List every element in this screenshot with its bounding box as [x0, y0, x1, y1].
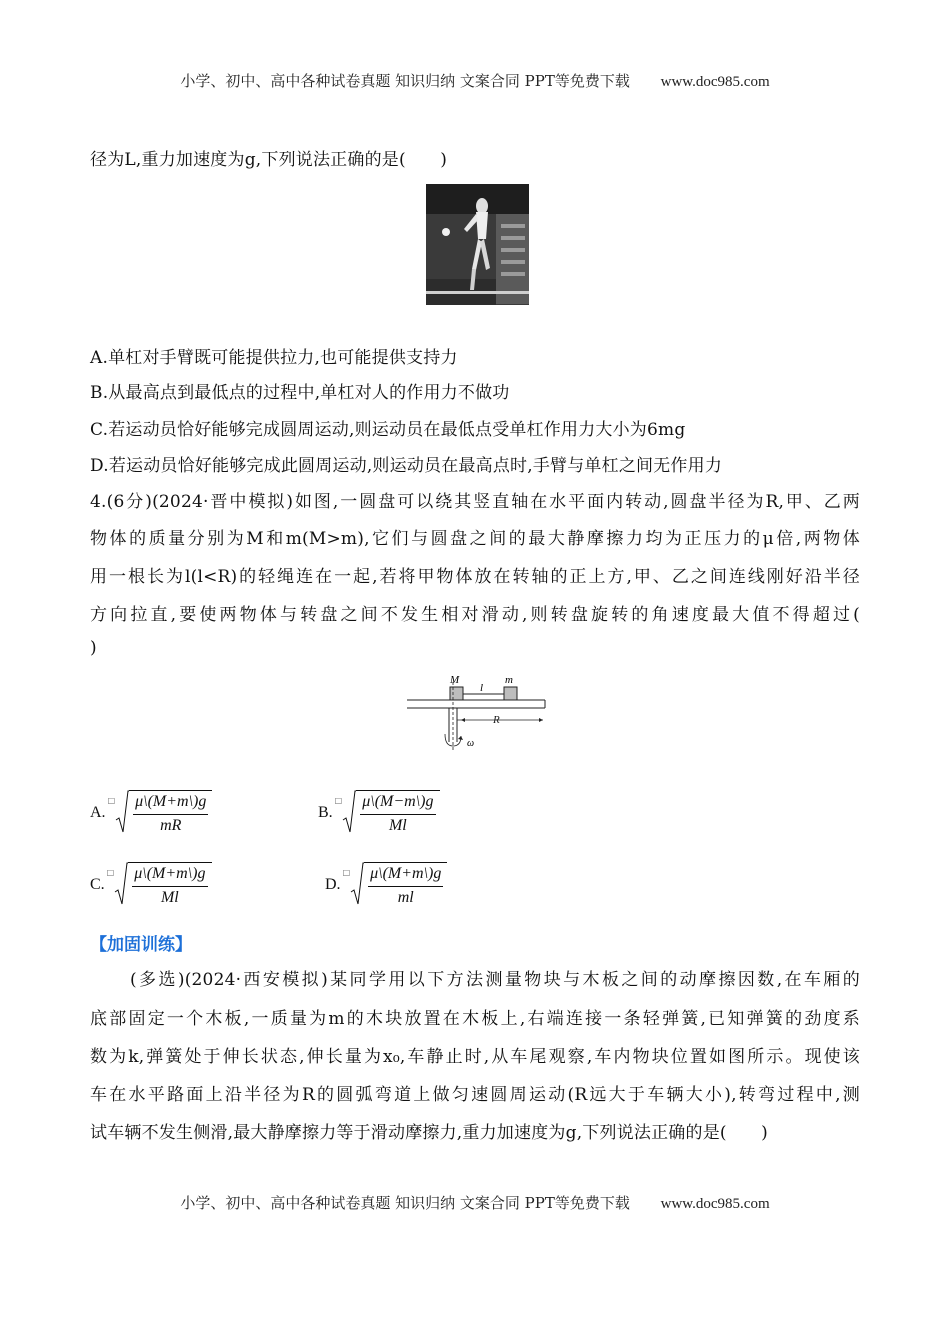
q4-option-a-denominator: mR: [160, 817, 182, 834]
sqrt: [115, 790, 212, 835]
label-l: l: [480, 682, 484, 694]
q4-option-d-label: D.: [325, 875, 341, 893]
q3-option-d: D.若运动员恰好能够完成此圆周运动,则运动员在最高点时,手臂与单杠之间无作用力: [90, 456, 723, 476]
q4-option-c-label: C.: [90, 875, 105, 893]
q4-line-2: 物体的质量分别为M和m(M>m),它们与圆盘之间的最大静摩擦力均为正压力的μ倍,两物体: [90, 529, 860, 549]
radical-sign-icon: [350, 862, 364, 906]
q4-option-c-denominator: Ml: [160, 889, 179, 906]
q3-option-b: B.从最高点到最低点的过程中,单杠对人的作用力不做功: [90, 383, 510, 403]
q4-option-b-label: B.: [318, 803, 333, 821]
page-header: [0, 70, 950, 91]
placeholder-box: □: [107, 796, 116, 805]
reinforce-title: 【加固训练】: [90, 935, 192, 955]
q3-option-c: C.若运动员恰好能够完成圆周运动,则运动员在最低点受单杠作用力大小为6mg: [90, 420, 686, 440]
sqrt: [342, 790, 439, 835]
q4-option-a-numerator: μ\(M+m\)g: [133, 793, 208, 815]
reinforce-line-2: 底部固定一个木板,一质量为m的木块放置在木板上,右端连接一条轻弹簧,已知弹簧的劲度系: [90, 1009, 860, 1029]
q3-option-a: A.单杠对手臂既可能提供拉力,也可能提供支持力: [90, 348, 458, 368]
label-R: R: [493, 714, 500, 726]
q4-option-d-numerator: μ\(M+m\)g: [368, 865, 443, 887]
header-site[interactable]: www.doc985.com: [660, 74, 770, 90]
gymnast-photo: [426, 184, 529, 305]
header-text: 小学、初中、高中各种试卷真题 知识归纳 文案合同 PPT等免费下载: [180, 72, 630, 90]
reinforce-line-5: 试车辆不发生侧滑,最大静摩擦力等于滑动摩擦力,重力加速度为g,下列说法正确的是( ): [90, 1123, 768, 1143]
q3-stem: 径为L,重力加速度为g,下列说法正确的是( ): [90, 150, 448, 170]
q4-option-b-denominator: Ml: [388, 817, 407, 834]
label-M: M: [450, 674, 460, 686]
placeholder-box: □: [334, 796, 343, 805]
q4-line-5: ): [90, 638, 97, 658]
q4-option-b: [318, 790, 440, 835]
q4-option-b-numerator: μ\(M−m\)g: [360, 793, 435, 815]
q4-option-a: [90, 790, 212, 835]
q4-option-a-label: A.: [90, 803, 106, 821]
block-m: [504, 687, 517, 700]
block-M: [450, 687, 463, 700]
reinforce-line-1: (多选)(2024·西安模拟)某同学用以下方法测量物块与木板之间的动摩擦因数,在车厢的: [130, 970, 860, 990]
turntable-diagram: [405, 670, 550, 752]
placeholder-box: □: [106, 868, 115, 877]
reinforce-line-4: 车在水平路面上沿半径为R的圆弧弯道上做匀速圆周运动(R远大于车辆大小),转弯过程中,测: [90, 1085, 860, 1105]
radical-sign-icon: [115, 790, 129, 834]
footer-site[interactable]: www.doc985.com: [660, 1196, 770, 1212]
q4-line-3: 用一根长为l(l<R)的轻绳连在一起,若将甲物体放在转轴的正上方,甲、乙之间连线刚好沿半径: [90, 567, 860, 587]
radical-sign-icon: [114, 862, 128, 906]
radical-sign-icon: [342, 790, 356, 834]
q4-option-d: [325, 862, 447, 907]
placeholder-box: □: [342, 868, 351, 877]
footer-text: 小学、初中、高中各种试卷真题 知识归纳 文案合同 PPT等免费下载: [180, 1194, 630, 1212]
page-footer: [0, 1192, 950, 1213]
label-omega: ω: [467, 738, 475, 749]
sqrt: [350, 862, 447, 907]
label-m: m: [505, 674, 513, 686]
q4-option-c-numerator: μ\(M+m\)g: [132, 865, 207, 887]
reinforce-line-3: 数为k,弹簧处于伸长状态,伸长量为x₀,车静止时,从车尾观察,车内物块位置如图所示。现使该: [90, 1047, 860, 1067]
q4-option-d-denominator: ml: [397, 889, 414, 906]
sqrt: [114, 862, 211, 907]
q4-line-1: 4.(6分)(2024·晋中模拟)如图,一圆盘可以绕其竖直轴在水平面内转动,圆盘半径为R,甲、乙两: [90, 492, 860, 512]
q4-line-4: 方向拉直,要使两物体与转盘之间不发生相对滑动,则转盘旋转的角速度最大值不得超过(: [90, 605, 860, 625]
q4-option-c: [90, 862, 212, 907]
